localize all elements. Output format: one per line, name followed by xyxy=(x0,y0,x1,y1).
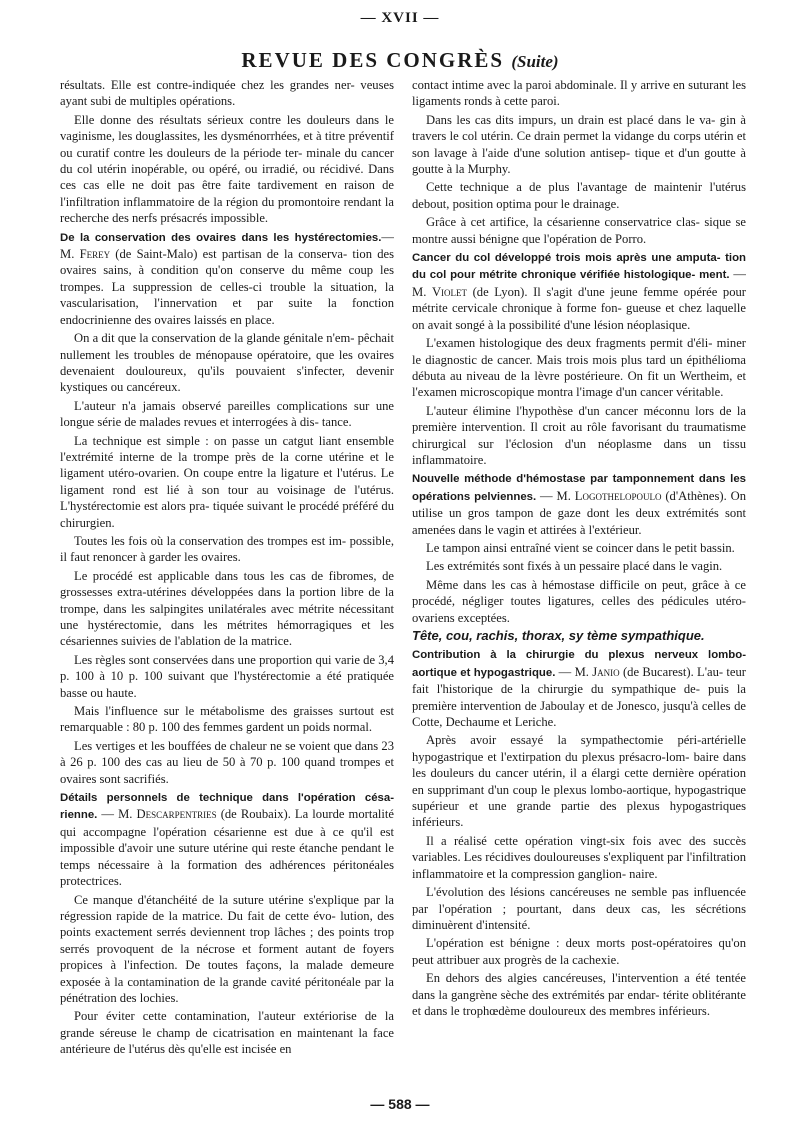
article-heading: Contribution à la chirurgie du plexus nerveux lombo- aortique et hypogastrique. xyxy=(412,649,746,679)
paragraph: En dehors des algies cancéreuses, l'intervention a été tentée dans la gangrène sèche des extrémités par endar- térite oblitérante et dans le trophœdème douloureux des membres inférieurs. xyxy=(412,971,746,1018)
paragraph: L'évolution des lésions cancéreuses ne semble pas influencée par l'opération ; pourtant, dans deux cas, les sécrétions diminuèrent d'intensité. xyxy=(412,885,746,932)
author-prefix: — M. xyxy=(536,488,575,503)
paragraph: Elle donne des résultats sérieux contre les douleurs dans le vaginisme, les douglassites, les dysménorrhées, et à titre préventif ou curatif contre les douleurs de la période ter- minale du cancer du col utérin inopérable, ou opéré, ou irradié, ou récidivé. Dans ces cas elle ne doit pas être faite tardivement en raison de l'infiltration inflammatoire de la région du promontoire rendant la recherche des nerfs présacrés impossible. xyxy=(60,112,394,226)
paragraph: Grâce à cet artifice, la césarienne conservatrice clas- sique se montre aussi bénigne que l'opération de Porro. xyxy=(412,215,746,246)
paragraph: On a dit que la conservation de la glande génitale n'em- pêchait nullement les troubles de ménopause opératoire, que les ovaires devenaient douloureux, qu'ils pouvaient s'infecter, devenir kystiques ou cancéreux. xyxy=(60,331,394,395)
paragraph: Toutes les fois où la conservation des trompes est im- possible, il faut renoncer à garder les ovaires. xyxy=(60,533,394,565)
article-body: (de Lyon). Il s'agit d'une jeune femme opérée pour métrite cervicale chronique à forme fon- gueuse et chez laquelle on avait songé à la possibilité d'une lésion néoplasique. xyxy=(412,284,746,332)
paragraph: Cette technique a de plus l'avantage de maintenir l'utérus debout, position optima pour le drainage. xyxy=(412,180,746,211)
article-entry xyxy=(412,470,746,538)
paragraph: L'auteur élimine l'hypothèse d'un cancer méconnu lors de la première intervention. Il croit au rôle favorisant du traumatisme chirurgical sur l'éclosion d'un néoplasme dans un tissu inflammatoire. xyxy=(412,403,746,467)
article-body: (de Bucarest). L'au- teur fait l'historique de la chirurgie du sympathique de- puis la première intervention de Jaboulay et de Jonesco, jusqu'à celles de Cotte, Dechaume et Leriche. xyxy=(412,664,746,730)
article-body: (de Saint-Malo) est partisan de la conserva- tion des ovaires sains, à condition qu'on conserve du même coup les trompes. La suppression de celles-ci trouble la situation, la vascularisation, l'innervation et par suite la fonction endocrinienne des ovaires laissés en place. xyxy=(60,247,394,327)
section-heading: Tête, cou, rachis, thorax, sy tème sympathique. xyxy=(412,628,705,643)
paragraph: Mais l'influence sur le métabolisme des graisses surtout est remarquable : 80 p. 100 des femmes gardent un poids normal. xyxy=(60,704,394,735)
paragraph: La technique est simple : on passe un catgut liant ensemble l'extrémité interne de la trompe près de la corne utérine et le ligament utéro-ovarien. On coupe entre la ligature et l'utérus. Le ligament rond est lié à son tour au voisinage de l'utérus. L'hystérectomie est alors pra- tiquée suivant le procédé préféré du chirurgien. xyxy=(60,433,394,530)
article-heading: Nouvelle méthode d'hémostase par tamponnement dans les opérations pelviennes. xyxy=(412,473,746,503)
article-body: (d'Athènes). On utilise un gros tampon de gaze dont les deux extrémités sont amenées dans le vagin et attirées à l'extérieur. xyxy=(412,488,746,537)
paragraph: Pour éviter cette contamination, l'auteur extériorise de la grande séreuse le champ de cicatrisation en maintenant la face antérieure de l'utérus dès qu'elle est incisée en xyxy=(60,1009,394,1057)
author-name: Janio xyxy=(592,664,620,679)
paragraph: Même dans les cas à hémostase difficile on peut, grâce à ce procédé, négliger toutes ligatures, celles des pédicules utéro-ovariens exceptées. xyxy=(412,577,746,625)
paragraph: L'auteur n'a jamais observé pareilles complications sur une longue série de malades revues et interrogées à dis- tance. xyxy=(60,398,394,430)
paragraph: Ce manque d'étanchéité de la suture utérine s'explique par la régression rapide de la matrice. Du fait de cette évo- lution, des points exactement serrés deviennent trop lâches ; des points trop serrés provoquent de la nécrose et forment autant de foyers propices à l'infection. De toutes façons, la malade demeure exposée à la contamination de la grande cavité péritonéale par la pénétration des lochies. xyxy=(60,892,394,1005)
author-prefix: — M. xyxy=(555,664,593,679)
paragraph: Après avoir essayé la sympathectomie péri-artérielle hypogastrique et l'extirpation du plexus présacro-lom- baire dans les douleurs du cancer utérin, il a élargi cette dernière opération en supprimant d'un coup le plexus lombo-aortique, hypogastrique supérieur et une grande partie des plexus hypogastriques inférieurs. xyxy=(412,733,746,830)
left-column xyxy=(60,77,394,1087)
title-suite: (Suite) xyxy=(511,52,559,71)
author-prefix: — M. xyxy=(97,807,137,822)
paragraph: contact intime avec la paroi abdominale. Il y arrive en suturant les ligaments ronds à cette paroi. xyxy=(412,78,746,109)
paragraph: Il a réalisé cette opération vingt-six fois avec des succès variables. Les récidives douloureuses s'expliquent par l'infiltration inflammatoire et la compression ganglion- naire. xyxy=(412,833,746,881)
article-entry xyxy=(60,229,394,328)
page-title xyxy=(0,48,800,73)
author-name: Ferey xyxy=(79,247,111,262)
paragraph: L'examen histologique des deux fragments permit d'éli- miner le diagnostic de cancer. Mais trois mois plus tard un épithélioma débuta au niveau de la lèvre postérieure. On fit un Wertheim, et l'examen microscopique montra l'image d'un cancer véritable. xyxy=(412,336,746,400)
author-name: Violet xyxy=(431,284,468,299)
paragraph: Les règles sont conservées dans une proportion qui varie de 3,4 p. 100 à 10 p. 100 suivant que l'hystérectomie a été pratiquée basse ou haute. xyxy=(60,652,394,700)
article-entry xyxy=(412,646,746,730)
title-text: REVUE DES CONGRÈS xyxy=(241,48,505,72)
author-prefix: — M. xyxy=(60,229,394,262)
author-prefix: — M. xyxy=(412,267,746,299)
right-column xyxy=(412,77,746,1087)
paragraph: Dans les cas dits impurs, un drain est placé dans le va- gin à travers le col utérin. Ce drain permet la vidange du corps utérin et son lavage à l'aide d'une solution antisep- tique et d'un goutte à goutte à la Murphy. xyxy=(412,112,746,177)
paragraph: Le procédé est applicable dans tous les cas de fibromes, de grossesses extra-utérines développées dans la portion libre de la trompe, dans les salpingites unilatérales avec métrite nécessitant une hystérectomie, dans les métrites hémorragiques et les césariennes suivies de l'ablation de la matrice. xyxy=(60,568,394,649)
paragraph: Les extrémités sont fixés à un pessaire placé dans le vagin. xyxy=(426,559,723,574)
article-entry xyxy=(412,249,746,333)
article-entry xyxy=(60,789,394,889)
paragraph: Le tampon ainsi entraîné vient se coincer dans le petit bassin. xyxy=(426,540,735,555)
paragraph: résultats. Elle est contre-indiquée chez les grandes ner- veuses ayant subi de multiples opérations. xyxy=(60,78,394,109)
paragraph: Les vertiges et les bouffées de chaleur ne se voient que dans 23 à 26 p. 100 des cas au lieu de 50 à 70 p. 100 quand trompes et ovaires sont sacrifiés. xyxy=(60,738,394,786)
page-number: — 588 — xyxy=(370,1096,430,1112)
article-heading: De la conservation des ovaires dans les hystérectomies. xyxy=(60,231,382,244)
article-heading: Détails personnels de technique dans l'opération césa- rienne. xyxy=(60,792,394,822)
author-name: Descarpentries xyxy=(136,807,217,822)
roman-page-number: — XVII — xyxy=(360,10,440,26)
article-heading: Cancer du col développé trois mois après une amputa- tion du col pour métrite chronique vérifiée histologique- ment. xyxy=(412,252,746,282)
author-name: Logothelopoulo xyxy=(574,488,662,503)
paragraph: L'opération est bénigne : deux morts post-opératoires qu'on peut attribuer aux progrès de la cachexie. xyxy=(412,936,746,967)
article-body: (de Roubaix). La lourde mortalité qui accompagne l'opération césarienne est due à ce qu'il est impossible d'avoir une suture utérine qui reste étanche pendant le temps nécessaire à la formation des adhérences péritonéales protectrices. xyxy=(60,807,394,889)
